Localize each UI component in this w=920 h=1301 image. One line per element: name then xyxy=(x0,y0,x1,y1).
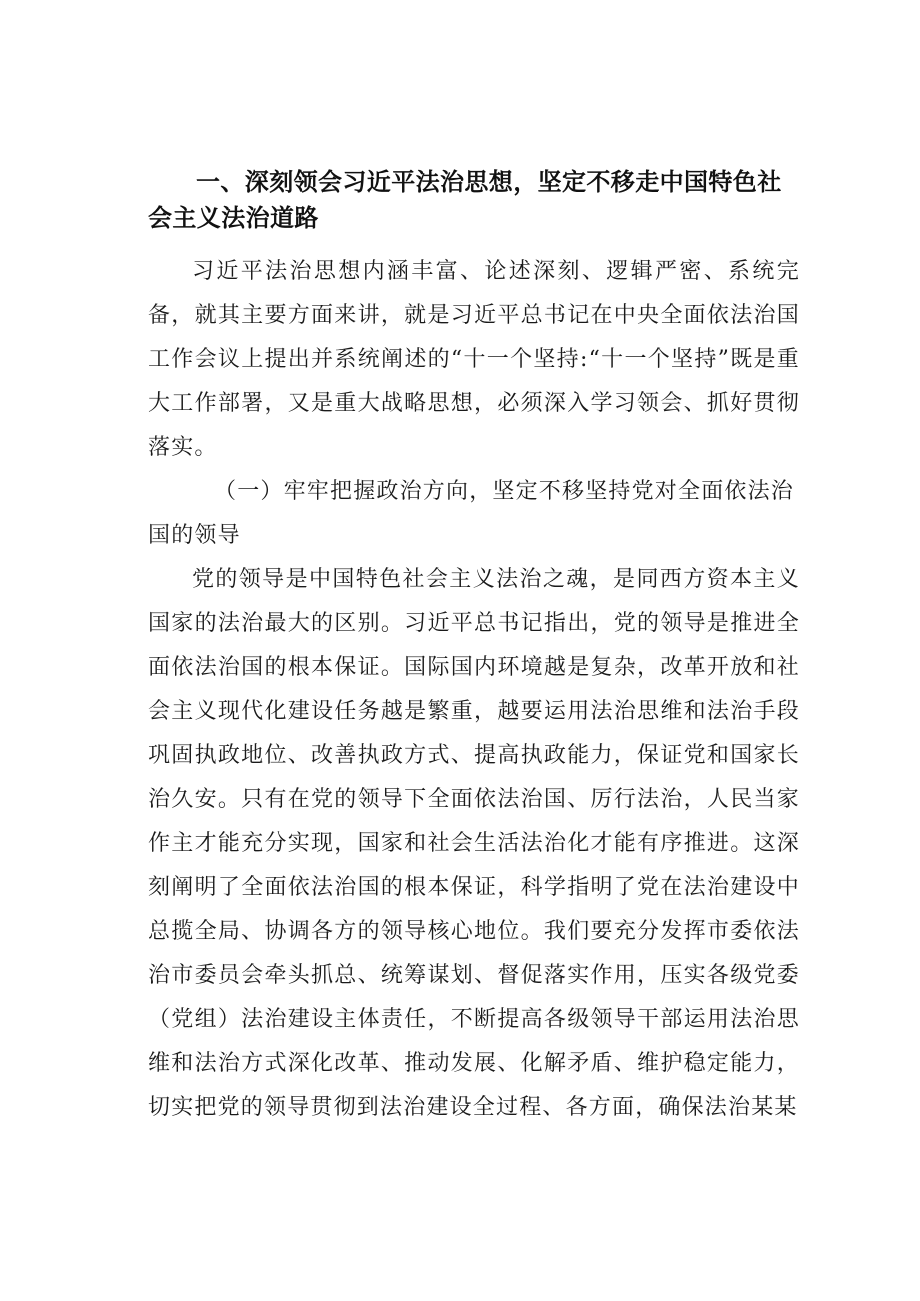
subsection-heading: （一）牢牢把握政治方向，坚定不移坚持党对全面依法治国的领导 xyxy=(148,479,795,548)
intro-paragraph: 习近平法治思想内涵丰富、论述深刻、逻辑严密、系统完备，就其主要方面来讲，就是习近平总书记在中央全面依法治国工作会议上提出并系统阐述的“十一个坚持:“十一个坚持”既是重大工作部署，又是重大战略思想，必须深入学习领会、抓好贯彻落实。 xyxy=(148,259,800,460)
section-heading: 一、深刻领会习近平法治思想，坚定不移走中国特色社会主义法治道路 xyxy=(148,168,782,232)
body-paragraph: 党的领导是中国特色社会主义法治之魂，是同西方资本主义国家的法治最大的区别。习近平总书记指出，党的领导是推进全面依法治国的根本保证。国际国内环境越是复杂，改革开放和社会主义现代化建设任务越是繁重，越要运用法治思维和法治手段巩固执政地位、改善执政方式、提高执政能力，保证党和国家长治久安。只有在党的领导下全面依法治国、厉行法治，人民当家作主才能充分实现，国家和社会生活法治化才能有序推进。这深刻阐明了全面依法治国的根本保证，科学指明了党在法治建设中总揽全局、协调各方的领导核心地位。我们要充分发挥市委依法治市委员会牵头抓总、统筹谋划、督促落实作用，压实各级党委（党组）法治建设主体责任，不断提高各级领导干部运用法治思维和法治方式深化改革、推动发展、化解矛盾、维护稳定能力，切实把党的领导贯彻到法治建设全过程、各方面，确保法治某某 xyxy=(148,567,800,1120)
document-body xyxy=(148,164,800,1130)
